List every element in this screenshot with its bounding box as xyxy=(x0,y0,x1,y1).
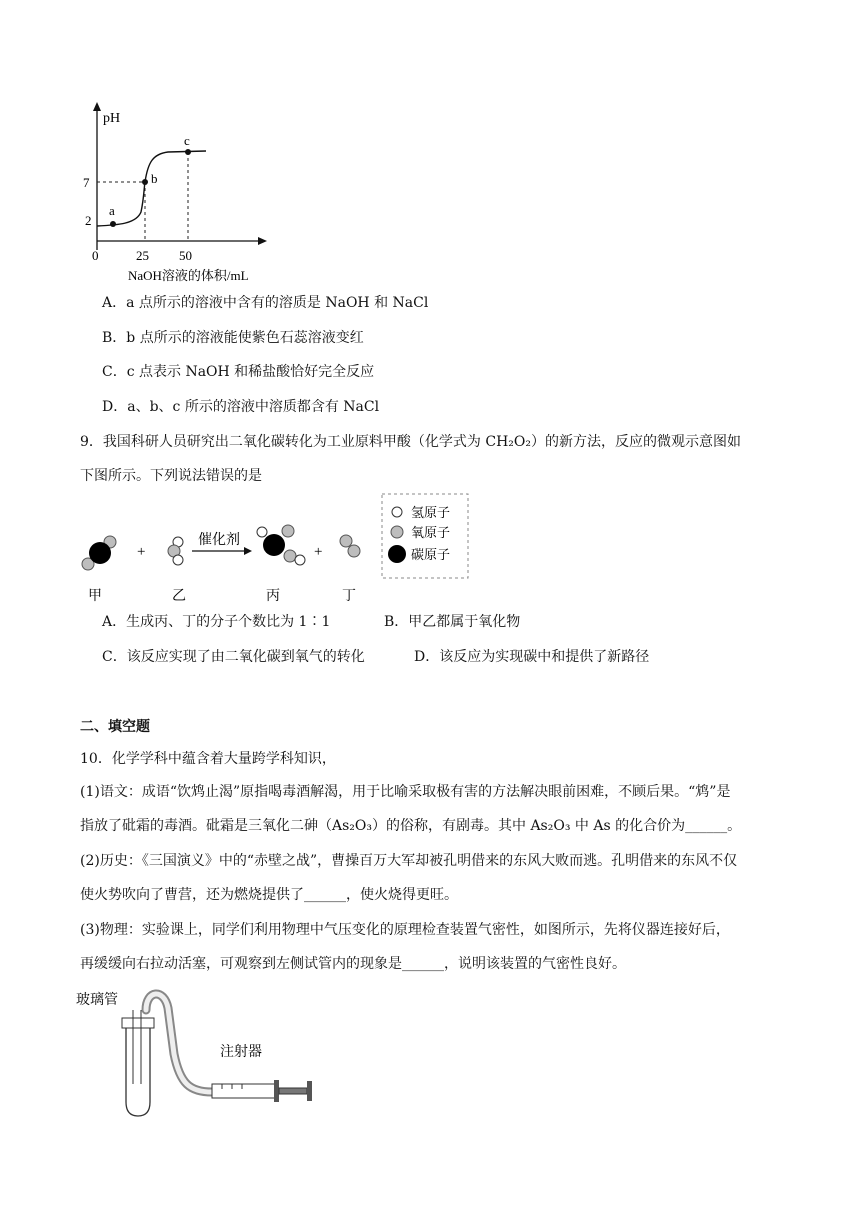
plus-sign-2: + xyxy=(314,544,323,560)
point-b-label: b xyxy=(151,171,158,186)
q10-part1-line1: (1)语文：成语“饮鸩止渴”原指喝毒酒解渴，用于比喻采取极有害的方法解决眼前困难，不顾后果。“鸩”是 xyxy=(80,784,731,800)
reaction-diagram xyxy=(74,490,484,608)
legend-hydrogen: 氢原子 xyxy=(411,505,451,520)
point-c xyxy=(185,149,191,155)
y-tick-2: 2 xyxy=(85,213,92,228)
x-axis-label: NaOH溶液的体积/mL xyxy=(128,268,249,283)
molecule-ding xyxy=(340,535,360,557)
q9-option-d: D．该反应为实现碳中和提供了新路径 xyxy=(414,649,650,665)
ph-chart xyxy=(78,100,288,285)
point-b xyxy=(142,179,148,185)
carbon-atom-icon xyxy=(388,545,406,563)
syringe-plunger[interactable] xyxy=(279,1088,307,1094)
glass-tube-label: 玻璃管 xyxy=(76,993,118,1008)
q10-part3-line1: (3)物理：实验课上，同学们利用物理中气压变化的原理检查装置气密性，如图所示，先将仪器连接好后， xyxy=(80,922,730,938)
molecule-yi xyxy=(168,537,183,565)
stopper xyxy=(122,1018,154,1028)
reaction-arrow-head xyxy=(244,547,252,555)
syringe-flange xyxy=(274,1080,279,1102)
point-a-label: a xyxy=(109,203,115,218)
q10-part1-line2: 指放了砒霜的毒酒。砒霜是三氧化二砷（As₂O₃）的俗称，有剧毒。其中 As₂O₃ 中 As 的化合价为______。 xyxy=(80,818,742,834)
label-bing: 丙 xyxy=(266,589,280,604)
airtightness-apparatus xyxy=(72,984,332,1119)
y-axis-label: pH xyxy=(103,111,121,126)
q10-stem: 10．化学学科中蕴含着大量跨学科知识， xyxy=(80,751,336,767)
q9-stem-line1: 9．我国科研人员研究出二氧化碳转化为工业原料甲酸（化学式为 CH₂O₂）的新方法，反应的微观示意图如 xyxy=(80,434,741,450)
point-c-label: c xyxy=(184,133,190,148)
y-tick-7: 7 xyxy=(83,175,90,190)
q9-option-a: A．生成丙、丁的分子个数比为 1∶1 xyxy=(102,614,331,630)
hydrogen-atom-icon xyxy=(392,507,402,517)
x-axis-arrow xyxy=(258,237,267,245)
legend-oxygen: 氧原子 xyxy=(411,525,451,540)
q8-option-b: B．b 点所示的溶液能使紫色石蕊溶液变红 xyxy=(102,330,364,346)
molecule-bing xyxy=(257,525,305,565)
syringe-label: 注射器 xyxy=(220,1045,262,1060)
q9-option-b: B．甲乙都属于氧化物 xyxy=(384,614,521,630)
q10-part2-line2: 使火势吹向了曹营，还为燃烧提供了______，使火烧得更旺。 xyxy=(80,887,458,903)
syringe-plunger-handle[interactable] xyxy=(307,1081,312,1101)
q10-part2-line1: (2)历史：《三国演义》中的“赤壁之战”，曹操百万大军却被孔明借来的东风大败而逃。孔明借来的东风不仅 xyxy=(80,853,738,869)
catalyst-label: 催化剂 xyxy=(198,533,240,548)
q8-option-c: C．c 点表示 NaOH 和稀盐酸恰好完全反应 xyxy=(102,364,375,380)
section-heading: 二、填空题 xyxy=(80,719,150,735)
point-a xyxy=(110,221,116,227)
legend-carbon: 碳原子 xyxy=(411,547,451,562)
oxygen-atom-icon xyxy=(391,526,403,538)
q9-stem-line2: 下图所示。下列说法错误的是 xyxy=(80,468,262,484)
x-tick-50: 50 xyxy=(179,248,192,263)
q8-option-d: D．a、b、c 所示的溶液中溶质都含有 NaCl xyxy=(102,399,380,415)
test-tube xyxy=(126,1020,150,1116)
q9-option-c: C．该反应实现了由二氧化碳到氧气的转化 xyxy=(102,649,365,665)
q10-part3-line2: 再缓缓向右拉动活塞，可观察到左侧试管内的现象是______，说明该装置的气密性良好。 xyxy=(80,956,626,972)
q8-option-a: A．a 点所示的溶液中含有的溶质是 NaOH 和 NaCl xyxy=(102,295,429,311)
x-tick-25: 25 xyxy=(136,248,149,263)
y-axis-arrow xyxy=(93,102,101,111)
label-ding: 丁 xyxy=(342,589,356,604)
x-tick-0: 0 xyxy=(92,248,99,263)
plus-sign-1: + xyxy=(137,544,146,560)
label-jia: 甲 xyxy=(88,589,102,604)
label-yi: 乙 xyxy=(172,589,186,604)
molecule-jia xyxy=(82,536,116,570)
